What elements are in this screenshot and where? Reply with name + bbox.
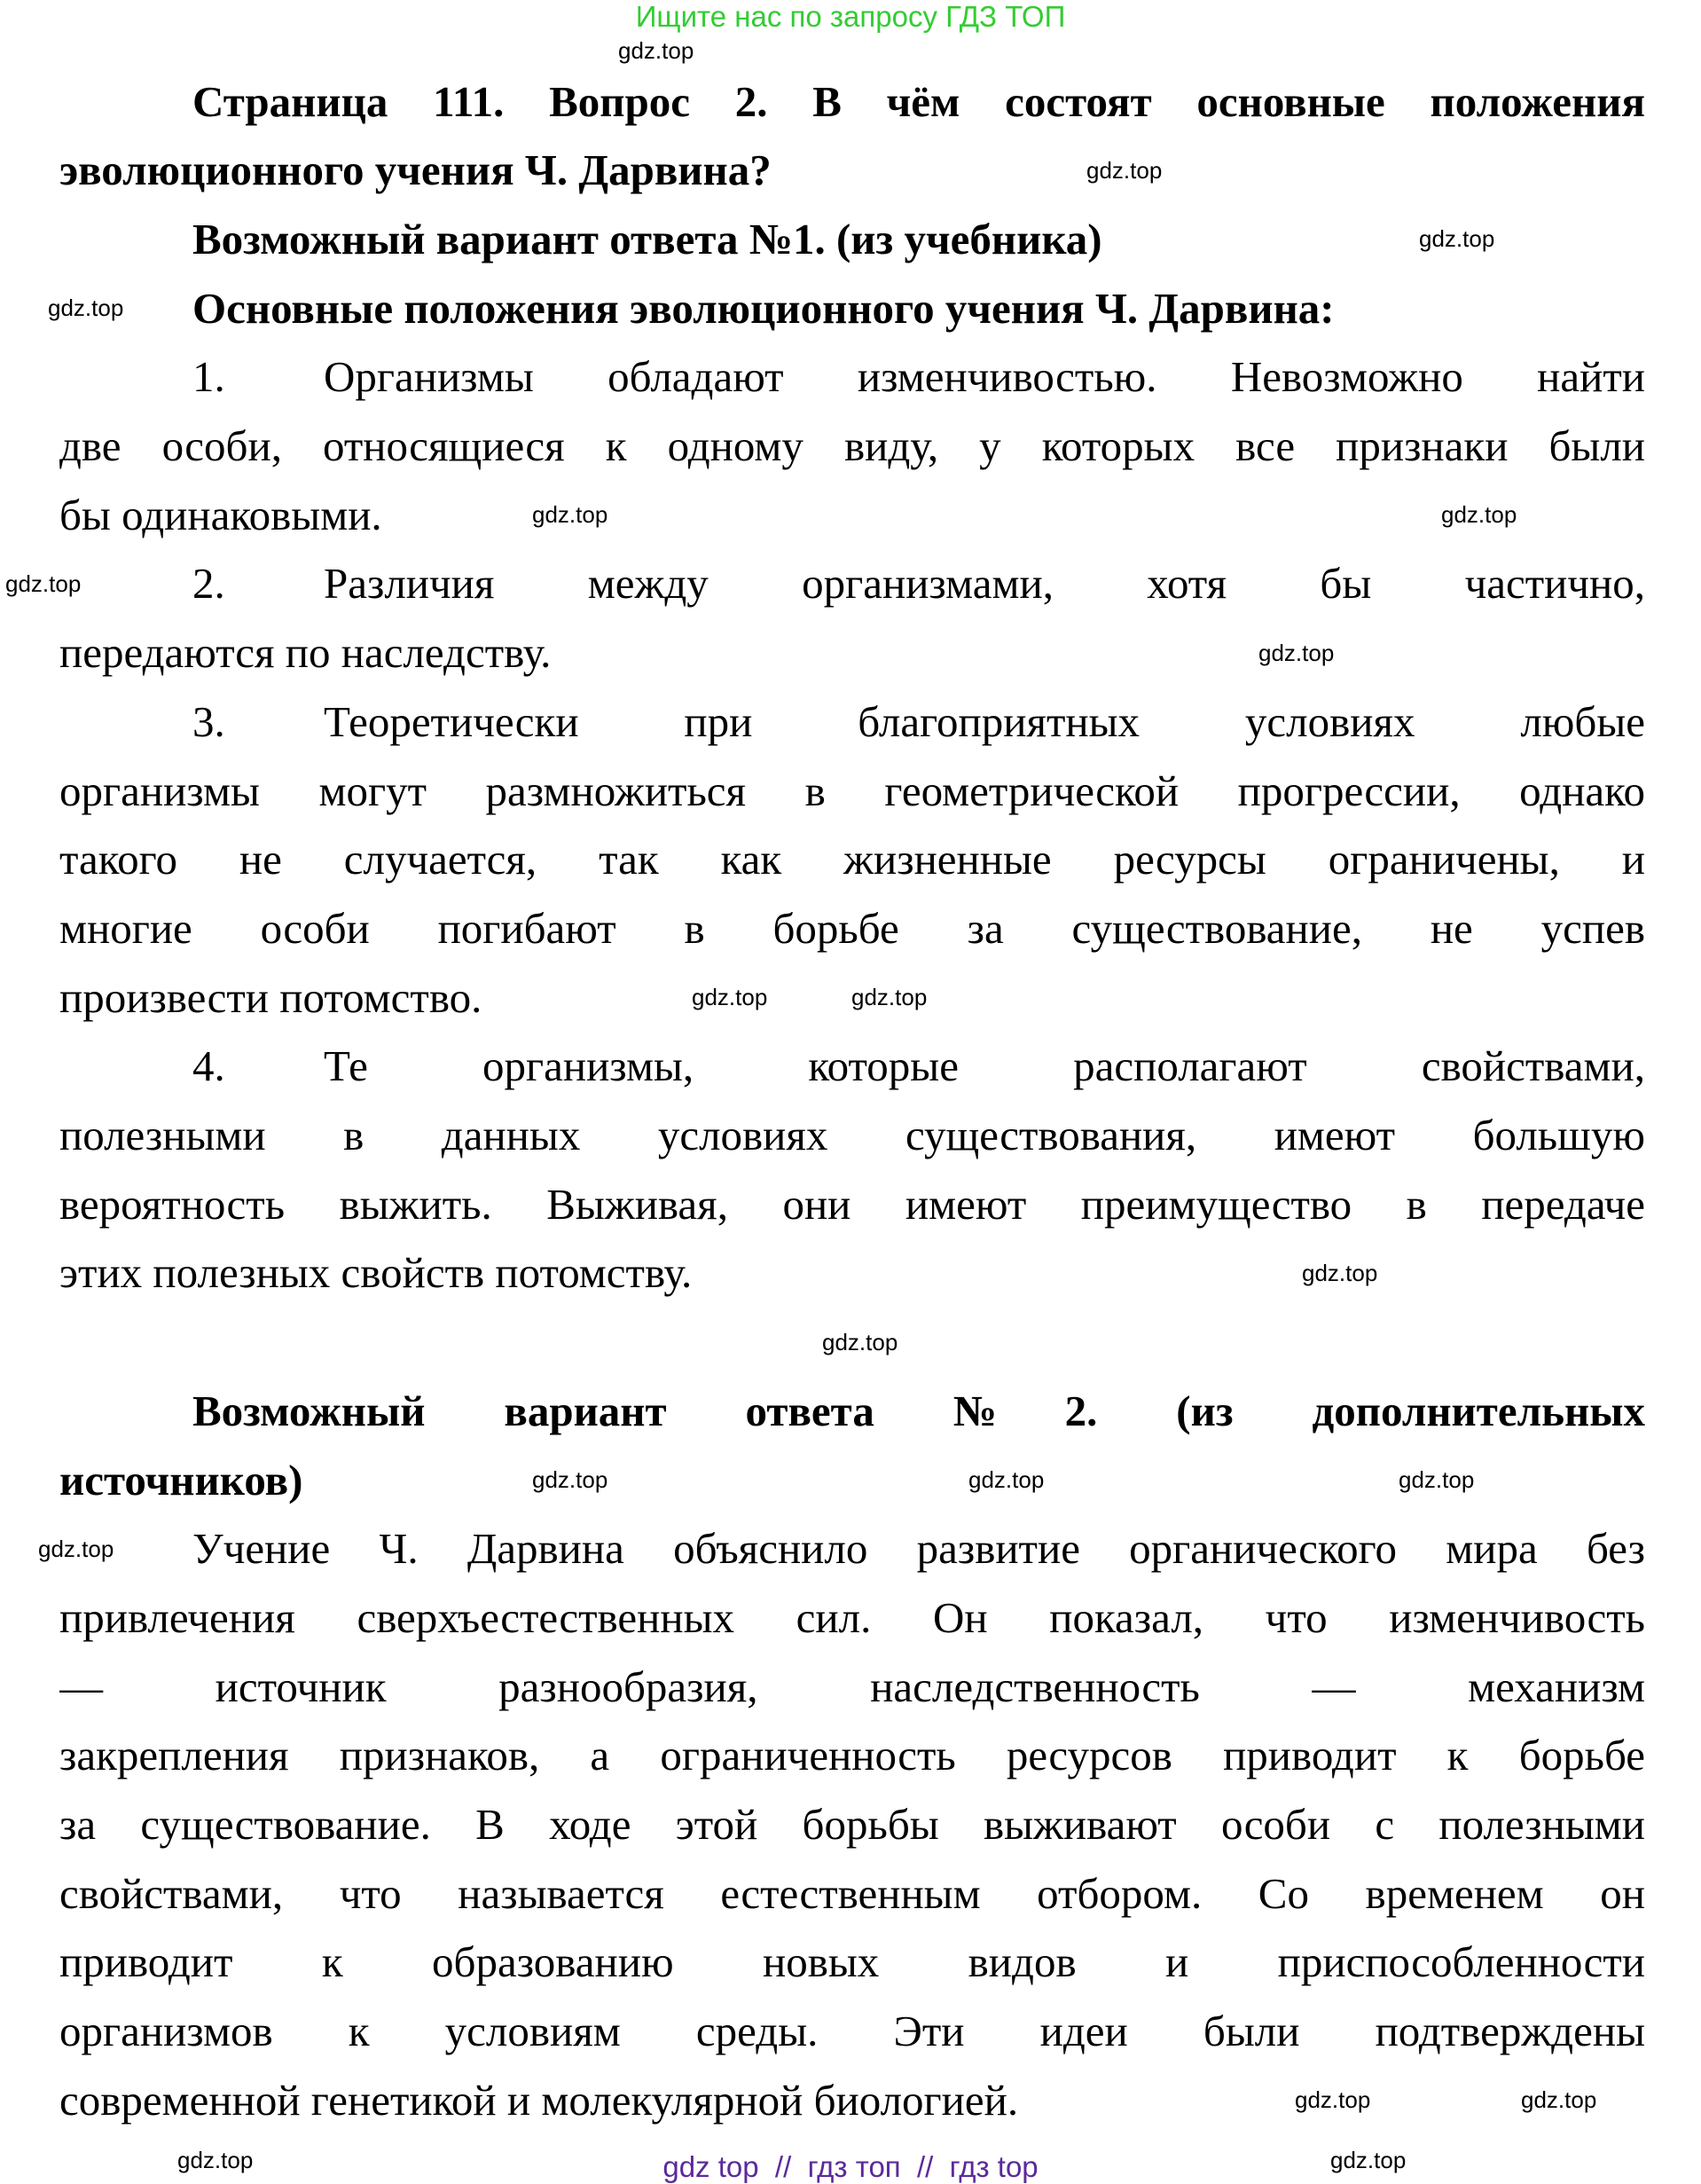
watermark: gdz.top (1295, 2086, 1371, 2113)
list-item-line: вероятность выжить. Выживая, они имеют преимущество в передаче (59, 1179, 1645, 1229)
watermark: gdz.top (38, 1536, 114, 1562)
watermark: gdz.top (968, 1466, 1045, 1493)
watermark: gdz.top (177, 2147, 254, 2173)
search-banner: Ищите нас по запросу ГДЗ ТОП (635, 0, 1066, 33)
watermark: gdz.top (1258, 640, 1335, 666)
list-item-line: Организмы обладают изменчивостью. Невозможно найти (324, 352, 1645, 402)
body-line: за существование. В ходе этой борьбы выживают особи с полезными (59, 1800, 1645, 1849)
question-title-line: Страница 111. Вопрос 2. В чём состоят основные положения (192, 76, 1645, 126)
watermark: gdz.top (48, 295, 124, 321)
body-line: привлечения сверхъестественных сил. Он показал, что изменчивость (59, 1592, 1645, 1642)
body-line: закрепления признаков, а ограниченность ресурсов приводит к борьбе (59, 1731, 1645, 1780)
watermark: gdz.top (851, 984, 928, 1010)
list-item-line: передаются по наследству. (59, 628, 552, 678)
watermark: gdz.top (1419, 225, 1495, 252)
watermark: gdz.top (692, 984, 768, 1010)
answer2-heading-line: Возможный вариант ответа №2. (из дополнительных (192, 1386, 1645, 1435)
list-number: 2. (192, 559, 225, 609)
watermark: gdz.top (532, 1466, 608, 1493)
list-item-line: бы одинаковыми. (59, 490, 382, 539)
footer-links: gdz top // гдз топ // гдз top (662, 2150, 1039, 2183)
list-item-line: Те организмы, которые располагают свойствами, (324, 1041, 1645, 1091)
body-line: свойствами, что называется естественным отбором. Со временем он (59, 1868, 1645, 1918)
watermark: gdz.top (532, 501, 608, 528)
body-line: современной генетикой и молекулярной биологией. (59, 2075, 1019, 2125)
watermark: gdz.top (1521, 2086, 1597, 2113)
watermark: gdz.top (1330, 2147, 1407, 2173)
question-title-line: эволюционного учения Ч. Дарвина? (59, 145, 772, 195)
answer2-heading-line: источников) (59, 1455, 303, 1504)
list-number: 1. (192, 352, 225, 402)
body-line: приводит к образованию новых видов и приспособленности (59, 1937, 1645, 1987)
list-item-line: многие особи погибают в борьбе за существование, не успев (59, 903, 1645, 953)
watermark: gdz.top (1399, 1466, 1475, 1493)
body-line: Учение Ч. Дарвина объяснило развитие органического мира без (192, 1524, 1645, 1574)
list-item-line: Различия между организмами, хотя бы частично, (324, 559, 1645, 609)
body-line: организмов к условиям среды. Эти идеи были подтверждены (59, 2007, 1645, 2056)
watermark: gdz.top (1441, 501, 1517, 528)
watermark: gdz.top (1302, 1260, 1378, 1286)
body-line: — источник разнообразия, наследственность — механизм (59, 1662, 1645, 1711)
list-item-line: две особи, относящиеся к одному виду, у которых все признаки были (59, 421, 1645, 470)
list-item-line: произвести потомство. (59, 972, 482, 1022)
watermark: gdz.top (5, 570, 82, 597)
list-item-line: такого не случается, так как жизненные ресурсы ограничены, и (59, 835, 1645, 884)
watermark: gdz.top (618, 37, 694, 64)
list-number: 3. (192, 696, 225, 746)
answer1-subheading: Основные положения эволюционного учения Ч. Дарвина: (192, 283, 1335, 333)
list-item-line: организмы могут размножиться в геометрической прогрессии, однако (59, 766, 1645, 815)
watermark: gdz.top (822, 1329, 898, 1355)
list-item-line: Теоретически при благоприятных условиях любые (324, 696, 1645, 746)
list-item-line: полезными в данных условиях существования, имеют большую (59, 1111, 1645, 1159)
list-item-line: этих полезных свойств потомству. (59, 1248, 693, 1298)
list-number: 4. (192, 1041, 225, 1091)
watermark: gdz.top (1086, 157, 1163, 184)
answer1-heading: Возможный вариант ответа №1. (из учебника) (192, 214, 1102, 263)
